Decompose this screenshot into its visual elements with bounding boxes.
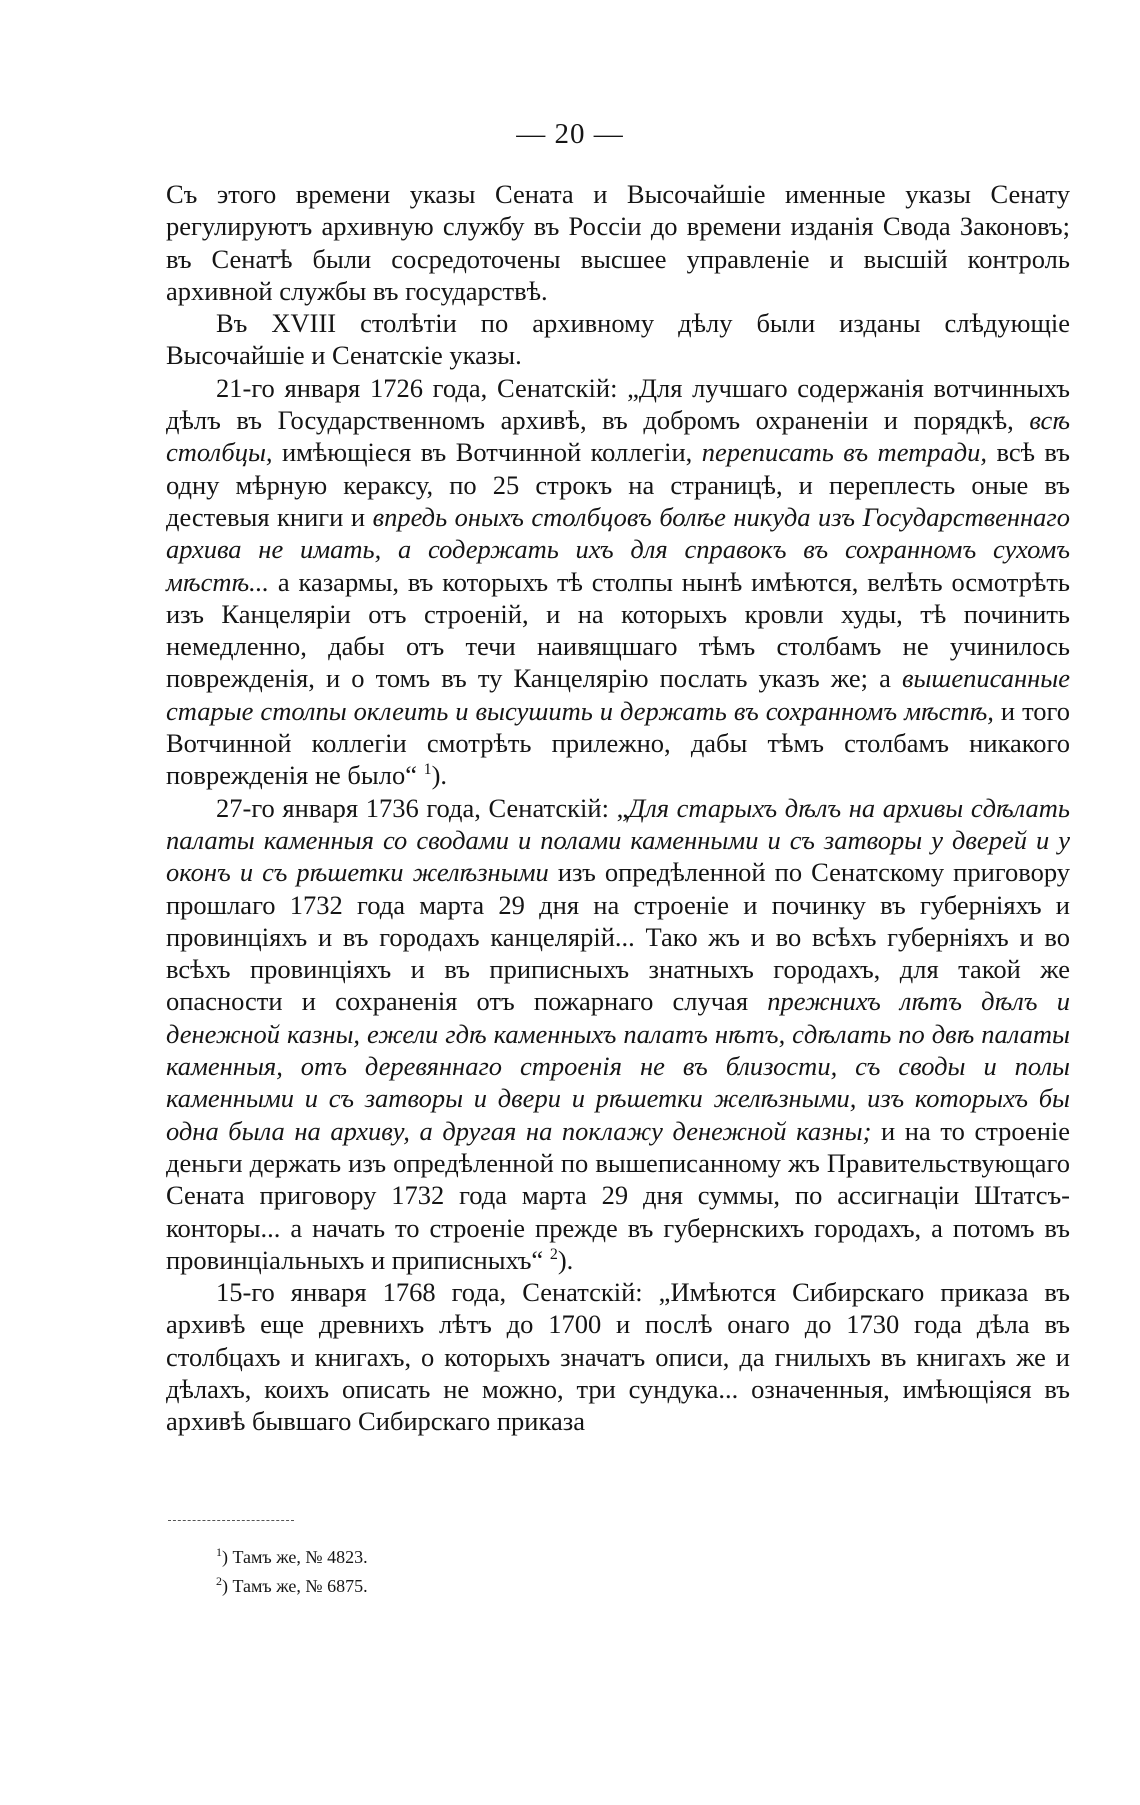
text-run: Съ этого времени указы Сената и Высочайшіе именные указы Сенату регулируютъ архивную службу въ Россіи до времени изданія Свода Законовъ; въ Сенатѣ были сосредоточены высшее управленіе и высшій контроль архивной службы въ государствѣ. [166, 179, 1070, 306]
paragraph [166, 372, 1070, 792]
footnote-ref: 2 [549, 1245, 558, 1263]
text-run: и на то строеніе деньги держать изъ опредѣленной по вышеписанному жъ Правительствующаго Сената приговору 1732 года марта 29 дня суммы, по ассигнаціи Штатсъ-конторы... а начать то строеніе прежде въ губернскихъ городахъ, а потомъ въ провинціальныхъ и приписныхъ“ [166, 1115, 1071, 1275]
body-text [166, 178, 1070, 1438]
footnote [216, 1569, 716, 1598]
text-run: всѣ въ одну мѣрную кераксу, по 25 строкъ на страницѣ, и переплесть оные въ дестевыя книги и [166, 437, 1070, 532]
footnote-mark: 1 [216, 1545, 222, 1559]
paragraph [166, 178, 1070, 307]
text-run: и того Вотчинной коллегіи смотрѣть прилежно, дабы тѣмъ столбамъ никакого поврежденія не было“ [166, 695, 1071, 791]
italic-quote: прежнихъ лѣтъ дѣлъ и денежной казны, ежели гдѣ каменныхъ палатъ нѣтъ, сдѣлать по двѣ палаты каменныя, отъ деревяннаго строенія не въ близости, съ своды и полы каменными и съ затворы и двери и рѣшетки желѣзными, изъ которыхъ бы одна была на архиву, а другая на поклажу денежной казны; [166, 986, 1070, 1146]
text-run: ). [431, 760, 448, 791]
footnote-ref: 1 [423, 761, 432, 779]
italic-quote: Для старыхъ дѣлъ на архивы сдѣлать палаты каменныя со сводами и полами каменными и съ затворы у дверей и у оконъ и съ рѣшетки желѣзными [166, 792, 1070, 888]
paragraph [166, 307, 1070, 372]
italic-quote: всѣ столбцы, [166, 405, 1070, 468]
footnote-mark: 2 [216, 1574, 222, 1588]
footnotes [216, 1540, 716, 1598]
text-run: а казармы, въ которыхъ тѣ столпы нынѣ имѣются, велѣть осмотрѣть изъ Канцеляріи отъ строеній, и на которыхъ кровли худы, тѣ починить немедленно, дабы отъ течи наивящшаго тѣмъ столбамъ не учинилось поврежденія, и о томъ въ ту Канцелярію послать указъ же; а [166, 566, 1070, 694]
footnote-text: ) Тамъ же, № 6875. [222, 1576, 368, 1596]
text-run: 15-го января 1768 года, Сенатскій: „Имѣются Сибирскаго приказа въ архивѣ еще древнихъ лѣтъ до 1700 и послѣ онаго до 1730 года дѣла въ столбцахъ и книгахъ, о которыхъ значатъ описи, да гнилыхъ въ книгахъ же и дѣлахъ, коихъ описать не можно, три сундука... означенныя, имѣющіяся въ архивѣ бывшаго Сибирскаго приказа [166, 1277, 1070, 1437]
italic-quote: переписать въ тетради, [701, 437, 988, 468]
footnote-separator [168, 1520, 294, 1521]
footnote [216, 1540, 716, 1569]
text-run: ). [557, 1244, 574, 1275]
paragraph [166, 1276, 1070, 1437]
italic-quote: впредь оныхъ столбцовъ болѣе никуда изъ Государственнаго архива не имать, а содержать ихъ для справокъ въ сохранномъ сухомъ мѣстѣ... [166, 501, 1070, 597]
text-run: 21-го января 1726 года, Сенатскій: „Для лучшаго содержанія вотчинныхъ дѣлъ въ Государственномъ архивѣ, въ добромъ охраненіи и порядкѣ, [166, 372, 1070, 436]
text-run: изъ опредѣленной по Сенатскому приговору прошлаго 1732 года марта 29 дня на строеніе и починку въ губерніяхъ и провинціяхъ и въ городахъ канцелярій... Тако жъ и во всѣхъ губерніяхъ и во всѣхъ провинціяхъ и въ приписныхъ знатныхъ городахъ, для такой же опасности и сохраненія отъ пожарнаго случая [166, 857, 1070, 1017]
italic-quote: вышеписанные старые столпы оклеить и высушить и держать въ сохранномъ мѣстѣ, [166, 663, 1070, 726]
paragraph [166, 792, 1070, 1276]
text-run: 27-го января 1736 года, Сенатскій: „ [216, 792, 629, 823]
footnote-text: ) Тамъ же, № 4823. [222, 1547, 368, 1567]
text-run: Въ XVIII столѣтіи по архивному дѣлу были изданы слѣдующіе Высочайшіе и Сенатскіе указы. [166, 308, 1070, 371]
page-number: — 20 — [516, 118, 624, 150]
text-run: имѣющіеся въ Вотчинной коллегіи, [272, 437, 702, 468]
